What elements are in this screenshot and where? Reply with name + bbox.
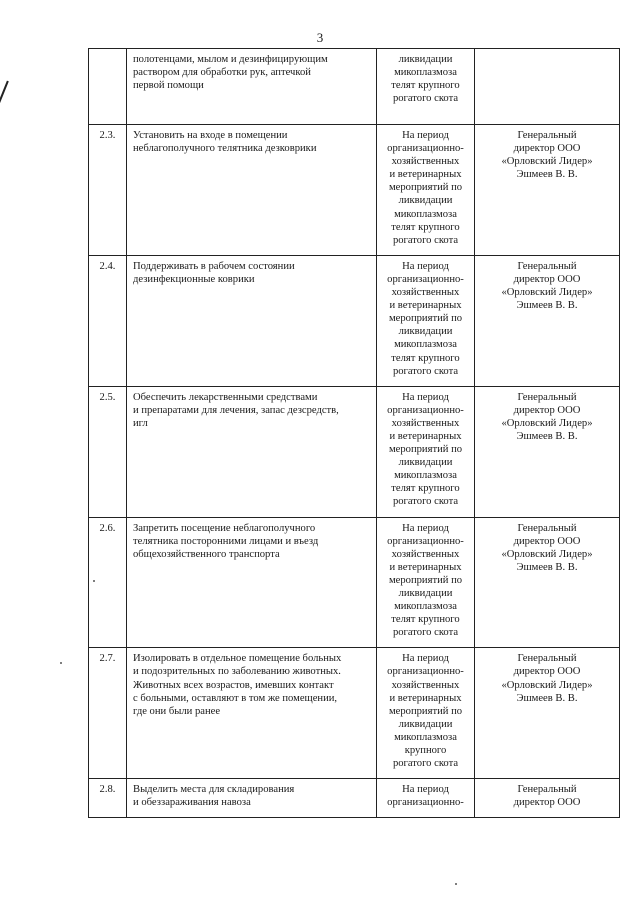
text-line: мероприятий по xyxy=(388,574,463,586)
text-line: микоплазмоза xyxy=(394,208,457,220)
text-line: ликвидации xyxy=(398,326,453,338)
text-line: Генеральный xyxy=(517,260,577,272)
text-line: микоплазмоза xyxy=(394,470,457,482)
text-line: ликвидации xyxy=(398,718,453,730)
text-line: Эшмеев В. В. xyxy=(516,300,578,312)
text-line: телят крупного xyxy=(391,614,460,626)
deadline-text xyxy=(377,125,475,256)
text-line: На период xyxy=(402,260,449,272)
text-line: Эшмеев В. В. xyxy=(516,692,578,704)
text-line: хозяйственных xyxy=(391,417,460,429)
text-line: директор ООО xyxy=(513,535,581,547)
text-line: и ветеринарных xyxy=(389,169,462,181)
text-line: хозяйственных xyxy=(391,156,460,168)
text-line: Генеральный xyxy=(517,391,577,403)
text-line: директор ООО xyxy=(513,404,581,416)
item-number: 2.7. xyxy=(89,648,127,779)
text-line: рогатого скота xyxy=(392,496,459,508)
text-line: микоплазмоза xyxy=(394,601,457,613)
text-line: микоплазмоза xyxy=(394,339,457,351)
text-line: телят крупного xyxy=(391,483,460,495)
text-line: Генеральный xyxy=(517,653,577,665)
text-line: Установить на входе в помещении xyxy=(133,130,288,141)
text-line: рогатого скота xyxy=(392,234,459,246)
text-line: Изолировать в отдельное помещение больных xyxy=(133,653,342,665)
text-line: Эшмеев В. В. xyxy=(516,430,578,442)
text-line: телят крупного xyxy=(391,352,460,364)
text-line: неблагополучного телятника дезковрики xyxy=(133,143,317,155)
scan-artifact-mark xyxy=(0,81,9,106)
text-line: и ветеринарных xyxy=(389,300,462,312)
text-line: директор ООО xyxy=(513,273,581,285)
table-row xyxy=(89,386,620,517)
text-line: «Орловский Лидер» xyxy=(501,287,593,299)
action-text xyxy=(127,779,377,818)
text-line: Запретить посещение неблагополучного xyxy=(133,522,316,534)
page-number: 3 xyxy=(316,30,324,45)
deadline-text xyxy=(377,255,475,386)
text-line: и подозрительных по заболеванию животных. xyxy=(133,666,341,678)
scan-artifact-dot xyxy=(455,883,457,885)
text-line: директор ООО xyxy=(513,797,581,809)
deadline-text xyxy=(377,517,475,648)
deadline-text xyxy=(377,49,475,125)
text-line: Эшмеев В. В. xyxy=(516,561,578,573)
text-line: раствором для обработки рук, аптечкой xyxy=(133,67,311,79)
text-line: Обеспечить лекарственными средствами xyxy=(133,391,318,403)
text-line: дезинфекционные коврики xyxy=(133,273,255,285)
text-line: Поддерживать в рабочем состоянии xyxy=(133,260,295,272)
text-line: организационно- xyxy=(387,404,464,416)
text-line: «Орловский Лидер» xyxy=(501,679,593,691)
deadline-text xyxy=(377,386,475,517)
text-line: организационно- xyxy=(387,666,464,678)
text-line: Генеральный xyxy=(517,130,577,141)
text-line: Генеральный xyxy=(517,522,577,534)
table-row xyxy=(89,49,620,125)
text-line: мероприятий по xyxy=(388,313,463,325)
text-line: Животных всех возрастов, имевших контакт xyxy=(133,679,334,691)
text-line: мероприятий по xyxy=(388,444,463,456)
text-line: организационно- xyxy=(387,797,464,809)
text-line: крупного xyxy=(404,745,447,757)
action-text xyxy=(127,517,377,648)
text-line: организационно- xyxy=(387,273,464,285)
item-number: 2.5. xyxy=(89,386,127,517)
table-row xyxy=(89,779,620,818)
text-line: На период xyxy=(402,653,449,665)
text-line: рогатого скота xyxy=(392,627,459,639)
text-line: где они были ранее xyxy=(133,705,221,717)
action-text xyxy=(127,386,377,517)
item-number: 2.4. xyxy=(89,255,127,386)
text-line: и ветеринарных xyxy=(389,430,462,442)
responsible-text xyxy=(475,386,620,517)
scan-artifact-dot xyxy=(60,662,62,664)
table-row xyxy=(89,255,620,386)
item-number: 2.3. xyxy=(89,125,127,256)
text-line: мероприятий по xyxy=(388,705,463,717)
responsible-text xyxy=(475,779,620,818)
text-line: На период xyxy=(402,130,449,141)
text-line: микоплазмоза xyxy=(394,731,457,743)
text-line: директор ООО xyxy=(513,143,581,155)
text-line: общехозяйственного транспорта xyxy=(133,548,280,560)
text-line: На период xyxy=(402,522,449,534)
text-line: На период xyxy=(402,391,449,403)
action-text xyxy=(127,125,377,256)
action-text xyxy=(127,648,377,779)
text-line: рогатого скота xyxy=(392,758,459,770)
item-number: 2.8. xyxy=(89,779,127,818)
text-line: ликвидации xyxy=(398,54,453,65)
text-line: и обеззараживания навоза xyxy=(133,797,251,809)
text-line: хозяйственных xyxy=(391,548,460,560)
text-line: телят крупного xyxy=(391,221,460,233)
text-line: рогатого скота xyxy=(392,93,459,105)
deadline-text xyxy=(377,779,475,818)
responsible-text xyxy=(475,125,620,256)
text-line: телятника посторонними лицами и въезд xyxy=(133,535,319,547)
text-line: директор ООО xyxy=(513,666,581,678)
text-line: и ветеринарных xyxy=(389,561,462,573)
deadline-text xyxy=(377,648,475,779)
item-number: 2.6. xyxy=(89,517,127,648)
text-line: хозяйственных xyxy=(391,679,460,691)
measures-table xyxy=(88,48,620,818)
table-row xyxy=(89,648,620,779)
text-line: хозяйственных xyxy=(391,287,460,299)
action-text xyxy=(127,255,377,386)
text-line: ликвидации xyxy=(398,195,453,207)
text-line: ликвидации xyxy=(398,457,453,469)
item-number xyxy=(89,49,127,125)
table-row xyxy=(89,125,620,256)
text-line: полотенцами, мылом и дезинфицирующим xyxy=(133,54,328,65)
table-row xyxy=(89,517,620,648)
action-text xyxy=(127,49,377,125)
text-line: организационно- xyxy=(387,143,464,155)
responsible-text xyxy=(475,255,620,386)
text-line: с больными, оставляют в том же помещении, xyxy=(133,692,338,704)
text-line: «Орловский Лидер» xyxy=(501,548,593,560)
text-line: Выделить места для складирования xyxy=(133,784,295,796)
responsible-text xyxy=(475,49,620,125)
text-line: Эшмеев В. В. xyxy=(516,169,578,181)
text-line: ликвидации xyxy=(398,588,453,599)
text-line: игл xyxy=(133,417,148,429)
text-line: организационно- xyxy=(387,535,464,547)
text-line: «Орловский Лидер» xyxy=(501,417,593,429)
text-line: первой помощи xyxy=(133,80,204,92)
text-line: микоплазмоза xyxy=(394,67,457,79)
responsible-text xyxy=(475,517,620,648)
text-line: и ветеринарных xyxy=(389,692,462,704)
text-line: мероприятий по xyxy=(388,182,463,194)
text-line: «Орловский Лидер» xyxy=(501,156,593,168)
text-line: рогатого скота xyxy=(392,365,459,377)
text-line: Генеральный xyxy=(517,784,577,796)
text-line: На период xyxy=(402,784,449,796)
text-line: и препаратами для лечения, запас дезсредств, xyxy=(133,404,339,416)
text-line: телят крупного xyxy=(391,80,460,92)
responsible-text xyxy=(475,648,620,779)
